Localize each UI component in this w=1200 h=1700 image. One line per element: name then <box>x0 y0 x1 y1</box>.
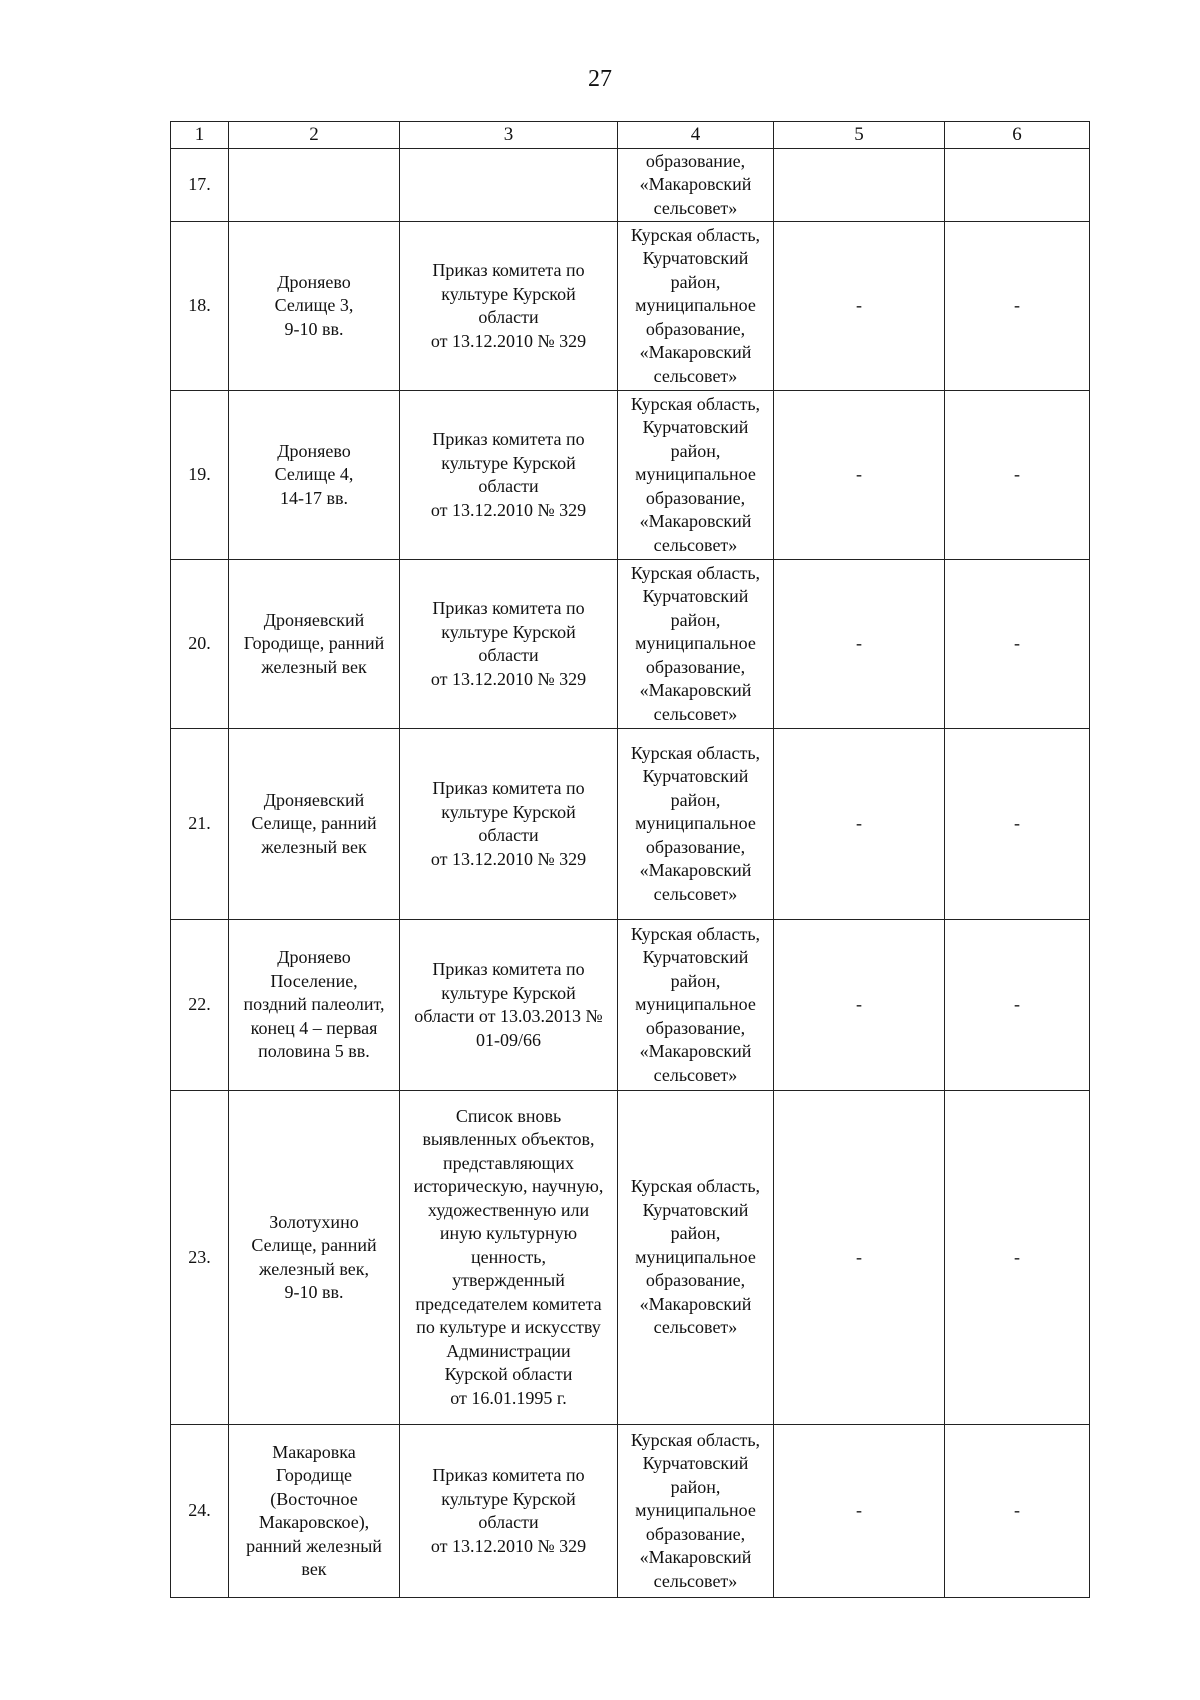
object-name: Дроняевский Селище, ранний железный век <box>229 729 400 920</box>
object-name: Золотухино Селище, ранний железный век, 9-10 вв. <box>229 1091 400 1425</box>
object-location: образование, «Макаровский сельсовет» <box>618 149 774 222</box>
row-number: 21. <box>171 729 229 920</box>
table-row <box>171 920 1090 1091</box>
column-6-value: - <box>945 920 1090 1091</box>
object-name: Дроняево Селище 4, 14-17 вв. <box>229 391 400 560</box>
object-name: Дроняево Селище 3, 9-10 вв. <box>229 222 400 391</box>
header-cell-2: 2 <box>229 122 400 149</box>
object-location: Курская область, Курчатовский район, муниципальное образование, «Макаровский сельсовет» <box>618 560 774 729</box>
object-name: Дроняево Поселение, поздний палеолит, конец 4 – первая половина 5 вв. <box>229 920 400 1091</box>
row-number: 23. <box>171 1091 229 1425</box>
column-6-value: - <box>945 1091 1090 1425</box>
header-cell-6: 6 <box>945 122 1090 149</box>
column-5-value <box>774 149 945 222</box>
row-number: 20. <box>171 560 229 729</box>
row-number: 24. <box>171 1425 229 1598</box>
column-6-value: - <box>945 560 1090 729</box>
column-6-value: - <box>945 1425 1090 1598</box>
column-5-value: - <box>774 920 945 1091</box>
table-row <box>171 222 1090 391</box>
row-number: 18. <box>171 222 229 391</box>
column-6-value: - <box>945 222 1090 391</box>
object-name <box>229 149 400 222</box>
header-cell-3: 3 <box>400 122 618 149</box>
object-name: Дроняевский Городище, ранний железный век <box>229 560 400 729</box>
table-row <box>171 1425 1090 1598</box>
header-cell-1: 1 <box>171 122 229 149</box>
object-name: Макаровка Городище (Восточное Макаровское), ранний железный век <box>229 1425 400 1598</box>
object-location: Курская область, Курчатовский район, муниципальное образование, «Макаровский сельсовет» <box>618 391 774 560</box>
heritage-registry-table <box>170 121 1090 1598</box>
legal-document: Приказ комитета по культуре Курской области от 13.12.2010 № 329 <box>400 222 618 391</box>
column-5-value: - <box>774 222 945 391</box>
column-5-value: - <box>774 729 945 920</box>
table-row <box>171 391 1090 560</box>
table-row <box>171 560 1090 729</box>
object-location: Курская область, Курчатовский район, муниципальное образование, «Макаровский сельсовет» <box>618 1091 774 1425</box>
column-6-value: - <box>945 729 1090 920</box>
object-location: Курская область, Курчатовский район, муниципальное образование, «Макаровский сельсовет» <box>618 222 774 391</box>
legal-document <box>400 149 618 222</box>
legal-document: Приказ комитета по культуре Курской области от 13.12.2010 № 329 <box>400 560 618 729</box>
row-number: 22. <box>171 920 229 1091</box>
page-number: 27 <box>588 66 612 92</box>
legal-document: Список вновь выявленных объектов, представляющих историческую, научную, художественную или иную культурную ценность, утвержденный председателем комитета по культуре и искусству Администрации Курской области от 16.01.1995 г. <box>400 1091 618 1425</box>
table-row <box>171 149 1090 222</box>
legal-document: Приказ комитета по культуре Курской области от 13.12.2010 № 329 <box>400 1425 618 1598</box>
table-row <box>171 729 1090 920</box>
header-cell-4: 4 <box>618 122 774 149</box>
legal-document: Приказ комитета по культуре Курской области от 13.12.2010 № 329 <box>400 729 618 920</box>
object-location: Курская область, Курчатовский район, муниципальное образование, «Макаровский сельсовет» <box>618 1425 774 1598</box>
row-number: 19. <box>171 391 229 560</box>
column-5-value: - <box>774 560 945 729</box>
header-row <box>171 122 1090 149</box>
legal-document: Приказ комитета по культуре Курской области от 13.03.2013 № 01-09/66 <box>400 920 618 1091</box>
header-cell-5: 5 <box>774 122 945 149</box>
table-row <box>171 1091 1090 1425</box>
row-number: 17. <box>171 149 229 222</box>
column-5-value: - <box>774 391 945 560</box>
column-5-value: - <box>774 1091 945 1425</box>
object-location: Курская область, Курчатовский район, муниципальное образование, «Макаровский сельсовет» <box>618 729 774 920</box>
column-6-value: - <box>945 391 1090 560</box>
column-6-value <box>945 149 1090 222</box>
object-location: Курская область, Курчатовский район, муниципальное образование, «Макаровский сельсовет» <box>618 920 774 1091</box>
column-5-value: - <box>774 1425 945 1598</box>
legal-document: Приказ комитета по культуре Курской области от 13.12.2010 № 329 <box>400 391 618 560</box>
